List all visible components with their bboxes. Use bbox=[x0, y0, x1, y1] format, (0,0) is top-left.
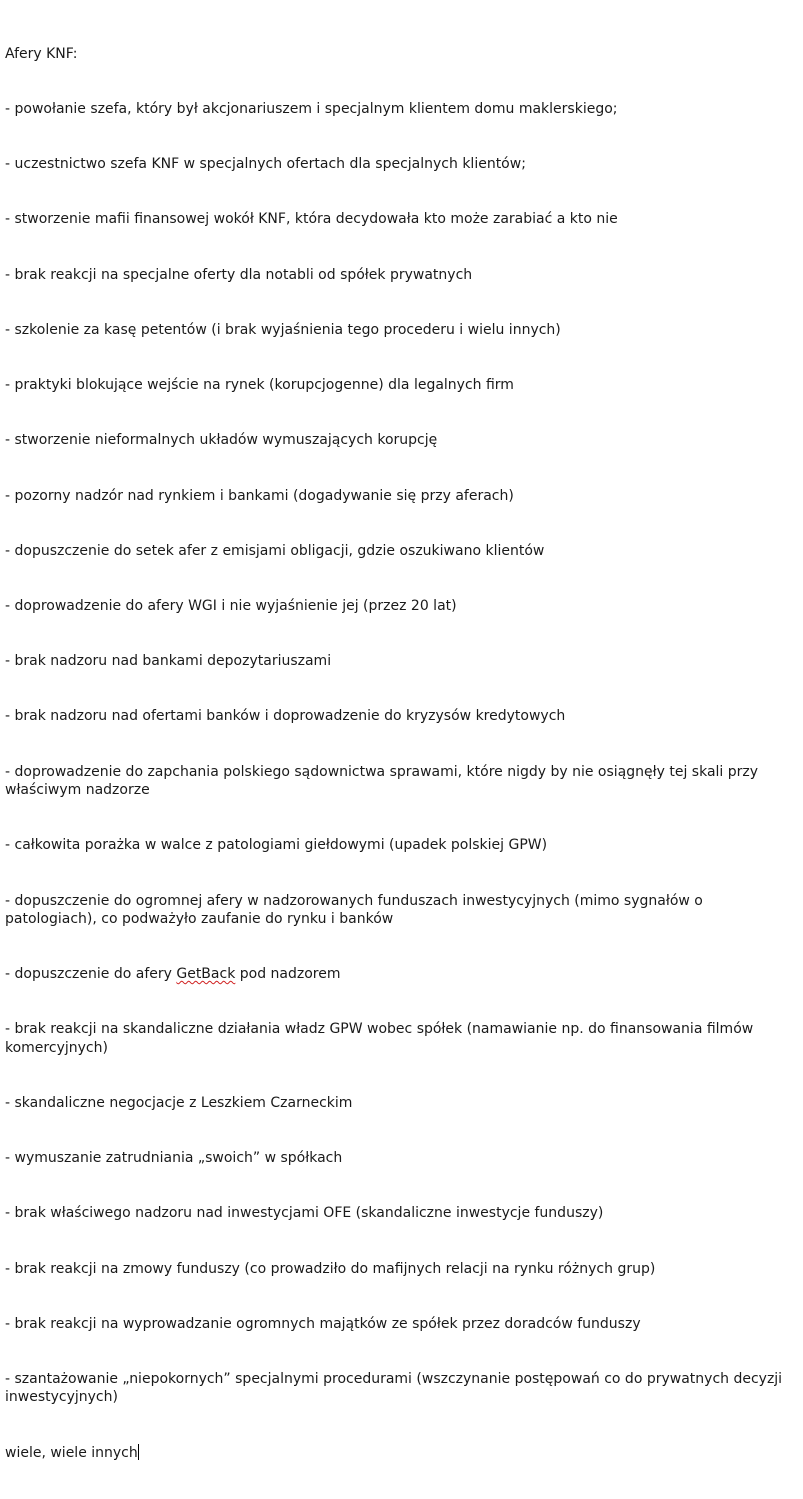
list-item: - stworzenie nieformalnych układów wymuszających korupcję bbox=[5, 432, 438, 449]
list-item: - uczestnictwo szefa KNF w specjalnych ofertach dla specjalnych klientów; bbox=[5, 156, 526, 173]
text-cursor bbox=[138, 1444, 139, 1460]
list-item: - skandaliczne negocjacje z Leszkiem Czarneckim bbox=[5, 1094, 353, 1111]
getback-prefix: - dopuszczenie do afery bbox=[5, 966, 177, 983]
document-body[interactable] bbox=[5, 8, 795, 1499]
list-item: - szkolenie za kasę petentów (i brak wyjaśnienia tego procederu i wielu innych) bbox=[5, 321, 561, 338]
list-item: - brak reakcji na specjalne oferty dla notabli od spółek prywatnych bbox=[5, 266, 473, 283]
list-item: - brak reakcji na skandaliczne działania władz GPW wobec spółek (namawianie np. do finansowania filmów komercyjnych) bbox=[5, 1021, 754, 1056]
list-item: - powołanie szefa, który był akcjonariuszem i specjalnym klientem domu maklerskiego; bbox=[5, 101, 618, 118]
list-item: - brak nadzoru nad ofertami banków i doprowadzenie do kryzysów kredytowych bbox=[5, 708, 566, 725]
list-item: - stworzenie mafii finansowej wokół KNF, która decydowała kto może zarabiać a kto nie bbox=[5, 211, 618, 228]
list-item: - brak reakcji na zmowy funduszy (co prowadziło do mafijnych relacji na rynku różnych grup) bbox=[5, 1260, 656, 1277]
document-title: Afery KNF: bbox=[5, 45, 78, 62]
list-item: - brak nadzoru nad bankami depozytariuszami bbox=[5, 653, 332, 670]
closing-text: wiele, wiele innych bbox=[5, 1444, 138, 1461]
closing-line bbox=[5, 1444, 795, 1462]
list-item: - całkowita porażka w walce z patologiami giełdowymi (upadek polskiej GPW) bbox=[5, 837, 548, 854]
list-item: - doprowadzenie do afery WGI i nie wyjaśnienie jej (przez 20 lat) bbox=[5, 598, 457, 614]
list-item-getback bbox=[5, 965, 795, 983]
list-item: - dopuszczenie do setek afer z emisjami obligacji, gdzie oszukiwano klientów bbox=[5, 542, 545, 559]
list-item: - brak reakcji na wyprowadzanie ogromnych majątków ze spółek przez doradców funduszy bbox=[5, 1315, 641, 1332]
getback-suffix: pod nadzorem bbox=[235, 966, 341, 983]
misspelled-word[interactable]: GetBack bbox=[176, 966, 236, 983]
list-item: - brak właściwego nadzoru nad inwestycjami OFE (skandaliczne inwestycje funduszy) bbox=[5, 1205, 604, 1222]
list-item: - doprowadzenie do zapchania polskiego sądownictwa sprawami, które nigdy by nie osiągnęły tej skali przy właściwym nadzorze bbox=[5, 763, 759, 799]
list-item: - praktyki blokujące wejście na rynek (korupcjogenne) dla legalnych firm bbox=[5, 377, 514, 394]
list-item: - szantażowanie „niepokornych” specjalnymi procedurami (wszczynanie postępowań co do prywatnych decyzji inwestycyjnych) bbox=[5, 1371, 783, 1406]
list-item: - pozorny nadzór nad rynkiem i bankami (dogadywanie się przy aferach) bbox=[5, 487, 514, 504]
list-item: - wymuszanie zatrudniania „swoich” w spółkach bbox=[5, 1150, 343, 1167]
list-item: - dopuszczenie do ogromnej afery w nadzorowanych funduszach inwestycyjnych (mimo sygnałów o patologiach), co podważyło zaufanie do rynku i banków bbox=[5, 892, 703, 927]
